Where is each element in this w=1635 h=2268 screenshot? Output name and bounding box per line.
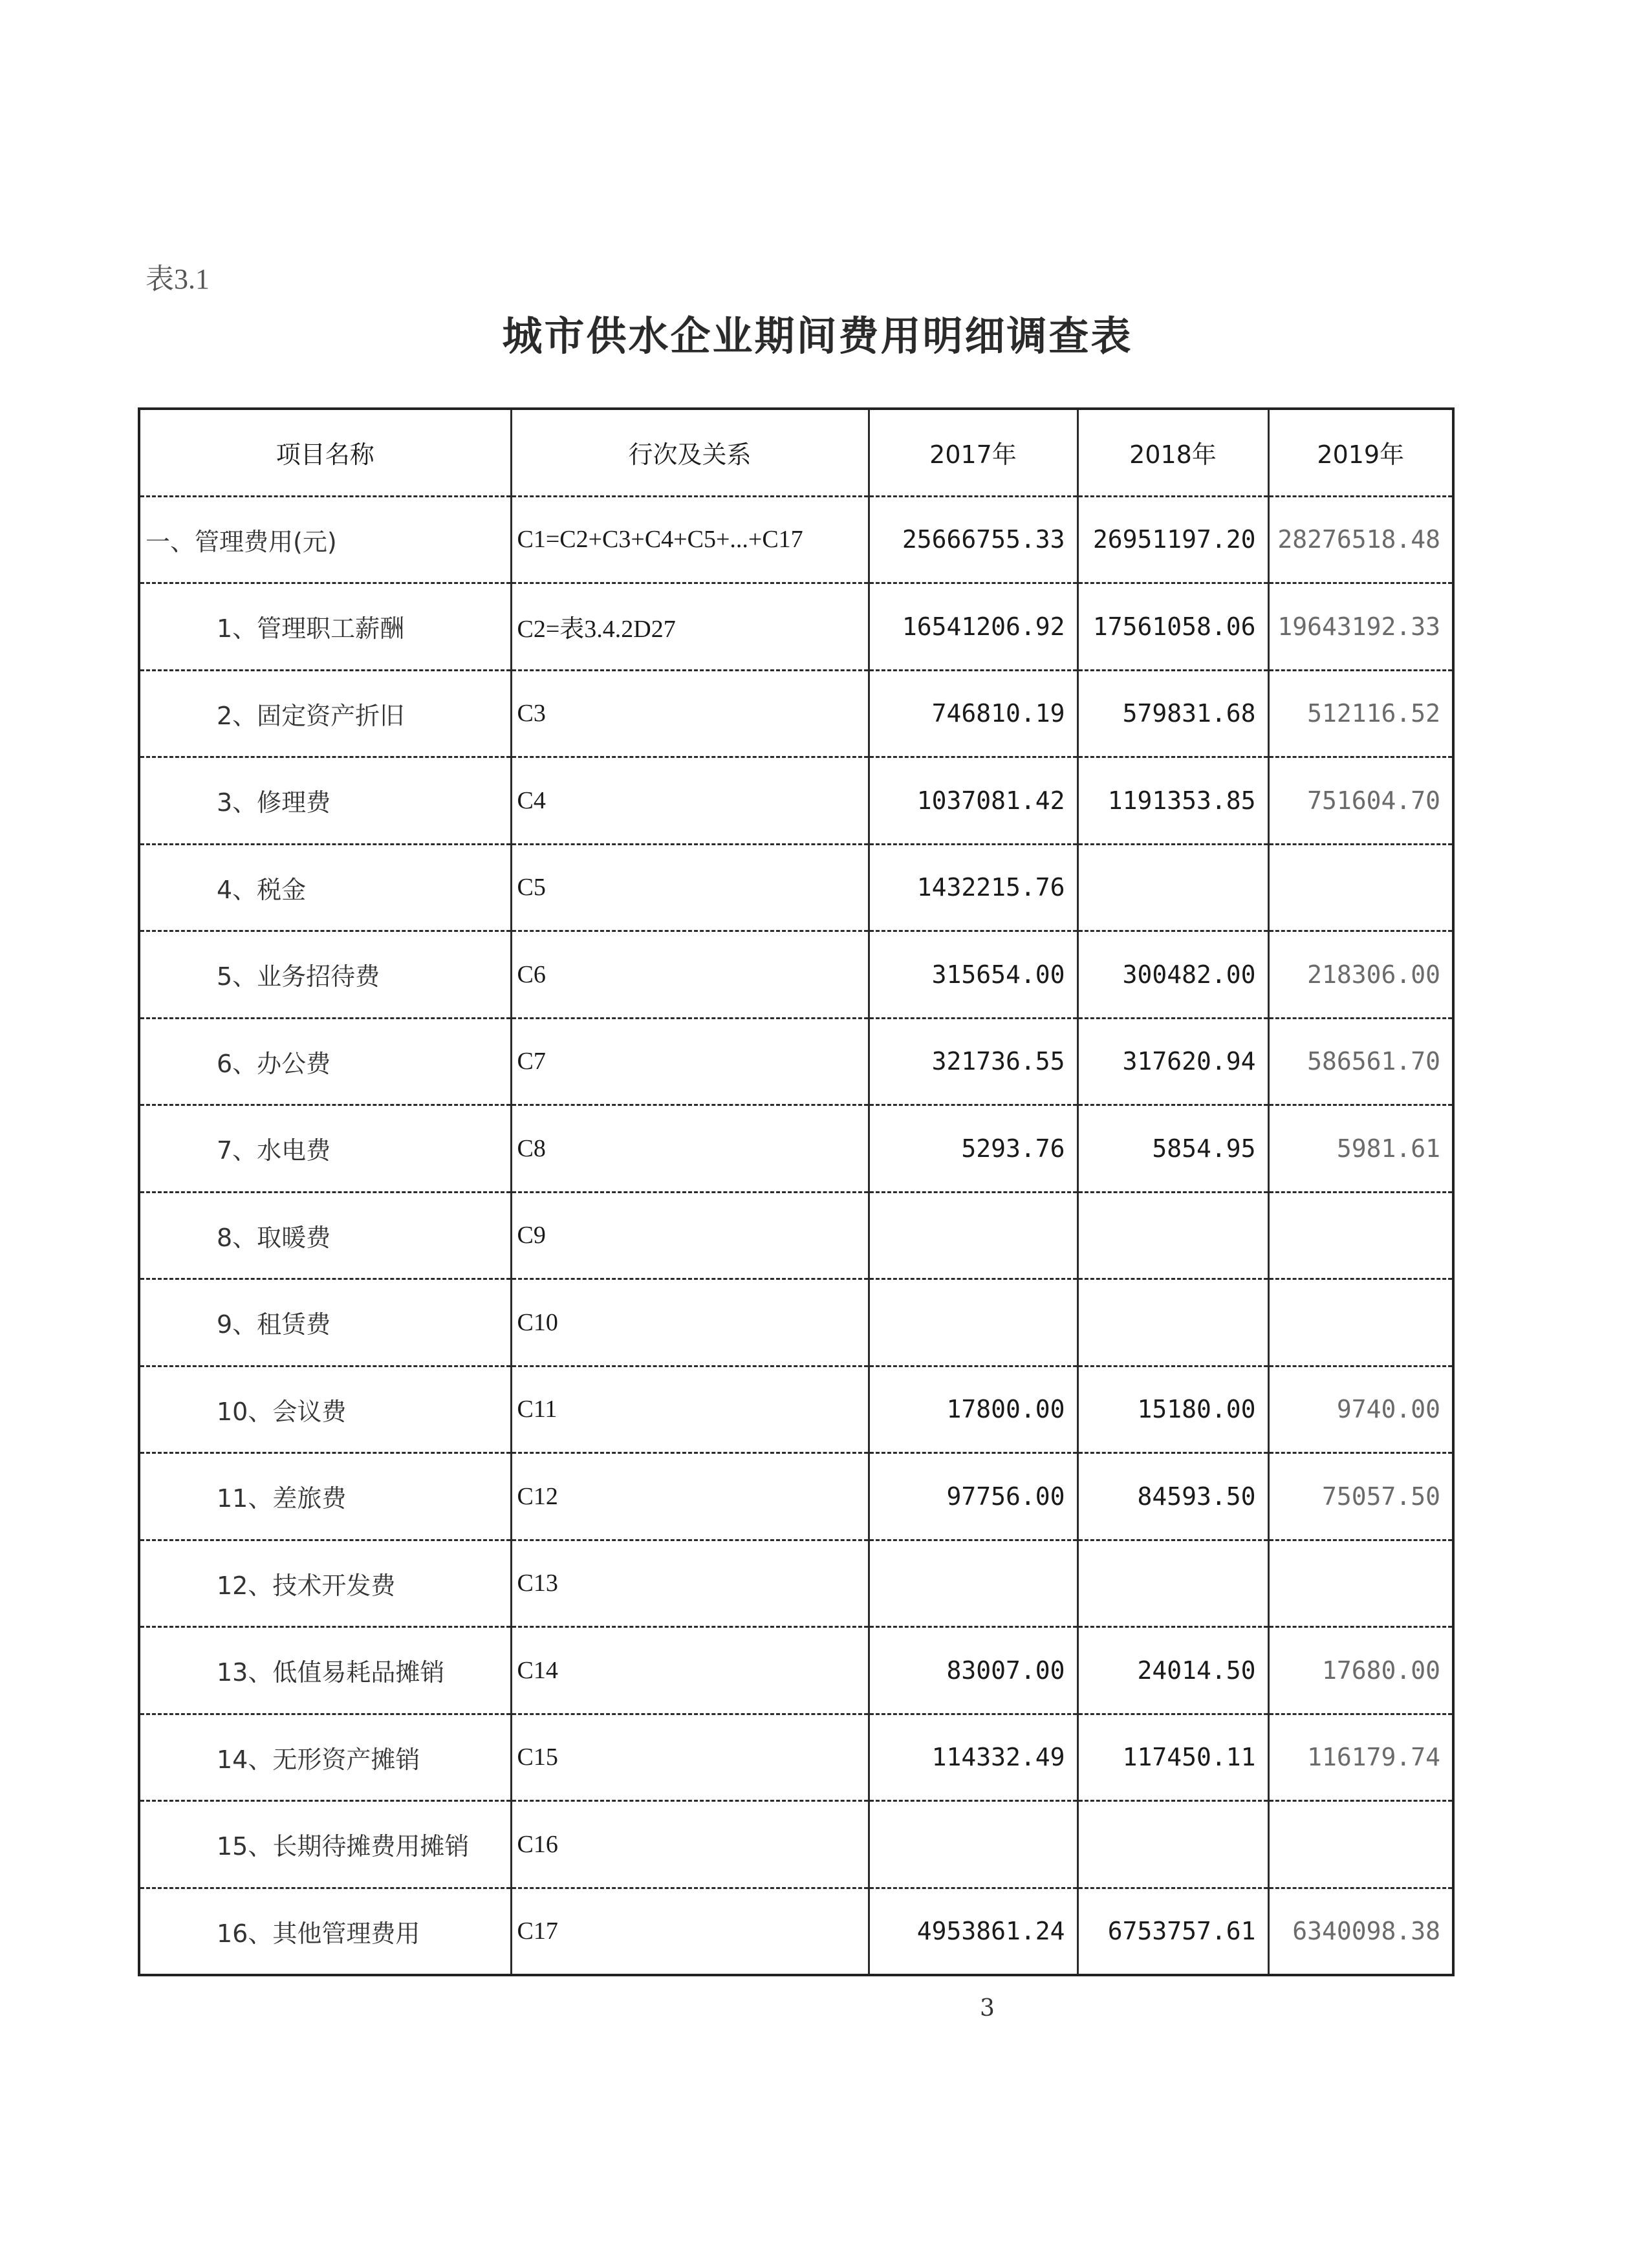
table-row — [139, 1366, 1453, 1453]
value-2017-cell: 315654.00 — [869, 931, 1077, 1019]
value-2019-cell — [1268, 1192, 1453, 1279]
item-name-cell: 一、管理费用(元) — [139, 496, 511, 583]
table-row — [139, 670, 1453, 757]
table-row — [139, 1018, 1453, 1105]
value-2019-cell — [1268, 1540, 1453, 1627]
table-row — [139, 757, 1453, 845]
value-2017-cell: 1432215.76 — [869, 844, 1077, 931]
item-name-cell: 6、办公费 — [139, 1018, 511, 1105]
row-code-cell: C1=C2+C3+C4+C5+...+C17 — [511, 496, 869, 583]
value-2018-cell: 300482.00 — [1077, 931, 1268, 1019]
row-code-cell: C3 — [511, 670, 869, 757]
expense-table — [138, 407, 1455, 1976]
value-2018-cell: 17561058.06 — [1077, 583, 1268, 671]
value-2018-cell: 26951197.20 — [1077, 496, 1268, 583]
value-2017-cell: 97756.00 — [869, 1453, 1077, 1540]
value-2017-cell: 4953861.24 — [869, 1888, 1077, 1975]
row-code-cell: C11 — [511, 1366, 869, 1453]
value-2018-cell: 1191353.85 — [1077, 757, 1268, 845]
header-code: 行次及关系 — [511, 409, 869, 496]
row-code-cell: C12 — [511, 1453, 869, 1540]
table-row — [139, 1888, 1453, 1975]
table-row — [139, 1714, 1453, 1801]
value-2017-cell: 1037081.42 — [869, 757, 1077, 845]
value-2019-cell — [1268, 1279, 1453, 1366]
item-name-cell: 7、水电费 — [139, 1105, 511, 1193]
page-title: 城市供水企业期间费用明细调查表 — [502, 312, 1133, 360]
item-name-cell: 5、业务招待费 — [139, 931, 511, 1019]
row-code-cell: C2=表3.4.2D27 — [511, 583, 869, 671]
row-code-cell: C13 — [511, 1540, 869, 1627]
value-2018-cell — [1077, 844, 1268, 931]
header-2019: 2019年 — [1268, 409, 1453, 496]
table-row — [139, 1627, 1453, 1714]
item-name-cell: 14、无形资产摊销 — [139, 1714, 511, 1801]
item-name-cell: 10、会议费 — [139, 1366, 511, 1453]
table-row — [139, 931, 1453, 1019]
table-row — [139, 1279, 1453, 1366]
value-2018-cell: 15180.00 — [1077, 1366, 1268, 1453]
table-row — [139, 496, 1453, 583]
value-2017-cell: 746810.19 — [869, 670, 1077, 757]
value-2017-cell: 114332.49 — [869, 1714, 1077, 1801]
value-2017-cell: 321736.55 — [869, 1018, 1077, 1105]
row-code-cell: C8 — [511, 1105, 869, 1193]
value-2018-cell: 6753757.61 — [1077, 1888, 1268, 1975]
table-row — [139, 1453, 1453, 1540]
row-code-cell: C7 — [511, 1018, 869, 1105]
value-2017-cell: 16541206.92 — [869, 583, 1077, 671]
value-2018-cell: 579831.68 — [1077, 670, 1268, 757]
value-2018-cell: 117450.11 — [1077, 1714, 1268, 1801]
row-code-cell: C14 — [511, 1627, 869, 1714]
value-2019-cell — [1268, 1801, 1453, 1888]
value-2017-cell: 83007.00 — [869, 1627, 1077, 1714]
value-2017-cell — [869, 1279, 1077, 1366]
item-name-cell: 2、固定资产折旧 — [139, 670, 511, 757]
item-name-cell: 16、其他管理费用 — [139, 1888, 511, 1975]
table-row — [139, 1540, 1453, 1627]
table-row — [139, 1801, 1453, 1888]
value-2019-cell: 17680.00 — [1268, 1627, 1453, 1714]
row-code-cell: C5 — [511, 844, 869, 931]
header-name: 项目名称 — [139, 409, 511, 496]
value-2018-cell: 317620.94 — [1077, 1018, 1268, 1105]
value-2019-cell: 75057.50 — [1268, 1453, 1453, 1540]
row-code-cell: C16 — [511, 1801, 869, 1888]
row-code-cell: C4 — [511, 757, 869, 845]
table-row — [139, 1105, 1453, 1193]
item-name-cell: 13、低值易耗品摊销 — [139, 1627, 511, 1714]
value-2018-cell: 5854.95 — [1077, 1105, 1268, 1193]
page-number: 3 — [980, 1995, 995, 2022]
value-2018-cell: 84593.50 — [1077, 1453, 1268, 1540]
row-code-cell: C15 — [511, 1714, 869, 1801]
value-2019-cell: 586561.70 — [1268, 1018, 1453, 1105]
value-2019-cell: 19643192.33 — [1268, 583, 1453, 671]
value-2019-cell: 116179.74 — [1268, 1714, 1453, 1801]
value-2019-cell: 218306.00 — [1268, 931, 1453, 1019]
item-name-cell: 12、技术开发费 — [139, 1540, 511, 1627]
value-2017-cell: 5293.76 — [869, 1105, 1077, 1193]
item-name-cell: 9、租赁费 — [139, 1279, 511, 1366]
value-2019-cell: 751604.70 — [1268, 757, 1453, 845]
value-2017-cell: 17800.00 — [869, 1366, 1077, 1453]
table-row — [139, 844, 1453, 931]
value-2018-cell — [1077, 1801, 1268, 1888]
row-code-cell: C9 — [511, 1192, 869, 1279]
value-2017-cell — [869, 1801, 1077, 1888]
header-row — [139, 409, 1453, 496]
table-body — [139, 496, 1453, 1975]
value-2018-cell: 24014.50 — [1077, 1627, 1268, 1714]
item-name-cell: 8、取暖费 — [139, 1192, 511, 1279]
value-2019-cell — [1268, 844, 1453, 931]
item-name-cell: 4、税金 — [139, 844, 511, 931]
value-2018-cell — [1077, 1279, 1268, 1366]
value-2018-cell — [1077, 1192, 1268, 1279]
table-row — [139, 583, 1453, 671]
row-code-cell: C10 — [511, 1279, 869, 1366]
header-2018: 2018年 — [1077, 409, 1268, 496]
item-name-cell: 11、差旅费 — [139, 1453, 511, 1540]
value-2019-cell: 6340098.38 — [1268, 1888, 1453, 1975]
value-2019-cell: 9740.00 — [1268, 1366, 1453, 1453]
table-label: 表3.1 — [146, 263, 210, 295]
value-2017-cell — [869, 1540, 1077, 1627]
value-2018-cell — [1077, 1540, 1268, 1627]
value-2017-cell: 25666755.33 — [869, 496, 1077, 583]
header-2017: 2017年 — [869, 409, 1077, 496]
table-row — [139, 1192, 1453, 1279]
item-name-cell: 1、管理职工薪酬 — [139, 583, 511, 671]
value-2017-cell — [869, 1192, 1077, 1279]
item-name-cell: 15、长期待摊费用摊销 — [139, 1801, 511, 1888]
value-2019-cell: 512116.52 — [1268, 670, 1453, 757]
value-2019-cell: 28276518.48 — [1268, 496, 1453, 583]
value-2019-cell: 5981.61 — [1268, 1105, 1453, 1193]
row-code-cell: C6 — [511, 931, 869, 1019]
row-code-cell: C17 — [511, 1888, 869, 1975]
item-name-cell: 3、修理费 — [139, 757, 511, 845]
